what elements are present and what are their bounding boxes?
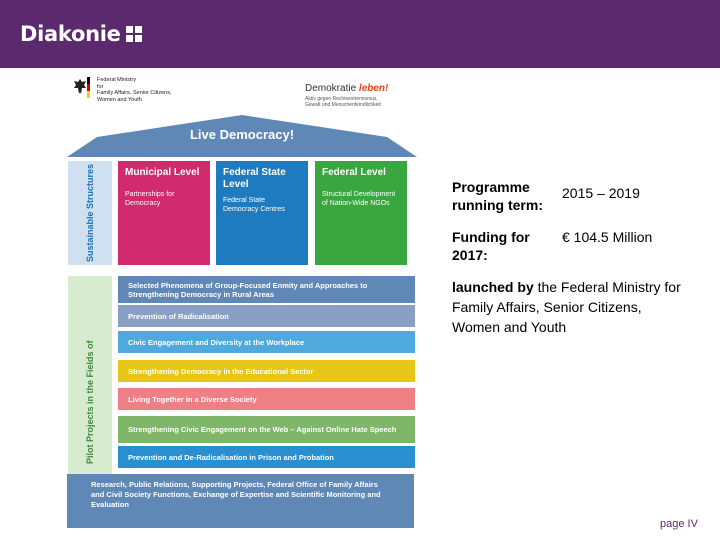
- programme-term-row: [452, 178, 692, 218]
- municipal-level-box: [118, 161, 210, 265]
- page-number: page IV: [660, 518, 698, 530]
- field-bar-living-together: Living Together in a Diverse Society: [118, 388, 415, 410]
- level-subtitle: Structural Development of Nation-Wide NGOs: [322, 191, 396, 207]
- launched-by-ministry: the Federal Ministry for Family Affairs, Senior Citizens, Women and Youth: [452, 279, 681, 335]
- launched-by-text: [452, 277, 692, 337]
- level-title: Federal Level: [322, 167, 386, 178]
- field-bar-workplace: Civic Engagement and Diversity at the Workplace: [118, 331, 415, 353]
- demokratie-leben-logo: [305, 83, 417, 117]
- funding-label: Funding for 2017:: [452, 229, 530, 263]
- level-title: Municipal Level: [125, 167, 200, 178]
- programme-term-label: Programme running term:: [452, 179, 543, 213]
- side-label-structures: Sustainable Structures: [68, 161, 112, 265]
- programme-term-value: 2015 – 2019: [562, 185, 640, 201]
- funding-value: € 104.5 Million: [562, 229, 653, 245]
- federal-eagle-icon: [73, 77, 87, 97]
- demokratie-tagline: Aktiv gegen Rechtsextremismus, Gewalt und Menschenfeindlichkeit: [305, 96, 381, 108]
- research-support-box: Research, Public Relations, Supporting Projects, Federal Office of Family Affairs and Civil Society Functions, Exchange of Expertise and Scientific Monitoring and Evaluation: [67, 474, 414, 528]
- funding-row: [452, 228, 692, 268]
- side-label-pilot-projects: Pilot Projects in the Fields of: [68, 276, 112, 528]
- logo-text: Diakonie: [20, 22, 121, 46]
- level-subtitle: Federal State Democracy Centres: [223, 197, 285, 213]
- diakonie-logo[interactable]: [20, 20, 142, 48]
- demokratie-title: Demokratie leben!: [305, 83, 389, 94]
- programme-diagram: [67, 75, 417, 530]
- level-title: Federal State Level: [223, 167, 286, 190]
- field-bar-education: Strengthening Democracy in the Educational Sector: [118, 360, 415, 382]
- launched-by-label: launched by: [452, 279, 534, 295]
- roof-label: Live Democracy!: [189, 127, 295, 142]
- federal-state-level-box: [216, 161, 308, 265]
- field-bar-radicalisation: Prevention of Radicalisation: [118, 305, 415, 327]
- header-band: [0, 0, 720, 68]
- level-subtitle: Partnerships for Democracy: [125, 191, 175, 207]
- ministry-name: Federal Ministry for Family Affairs, Senior Citizens, Women and Youth: [97, 77, 172, 103]
- ministry-logo: [73, 77, 183, 111]
- diakonie-cross-icon: [126, 26, 142, 42]
- field-bar-rural-areas: Selected Phenomena of Group-Focused Enmity and Approaches to Strengthening Democracy in Rural Areas: [118, 276, 415, 303]
- field-bar-online-hate: Strengthening Civic Engagement on the Web – Against Online Hate Speech: [118, 416, 415, 443]
- field-bar-prison-probation: Prevention and De-Radicalisation in Prison and Probation: [118, 446, 415, 468]
- federal-level-box: [315, 161, 407, 265]
